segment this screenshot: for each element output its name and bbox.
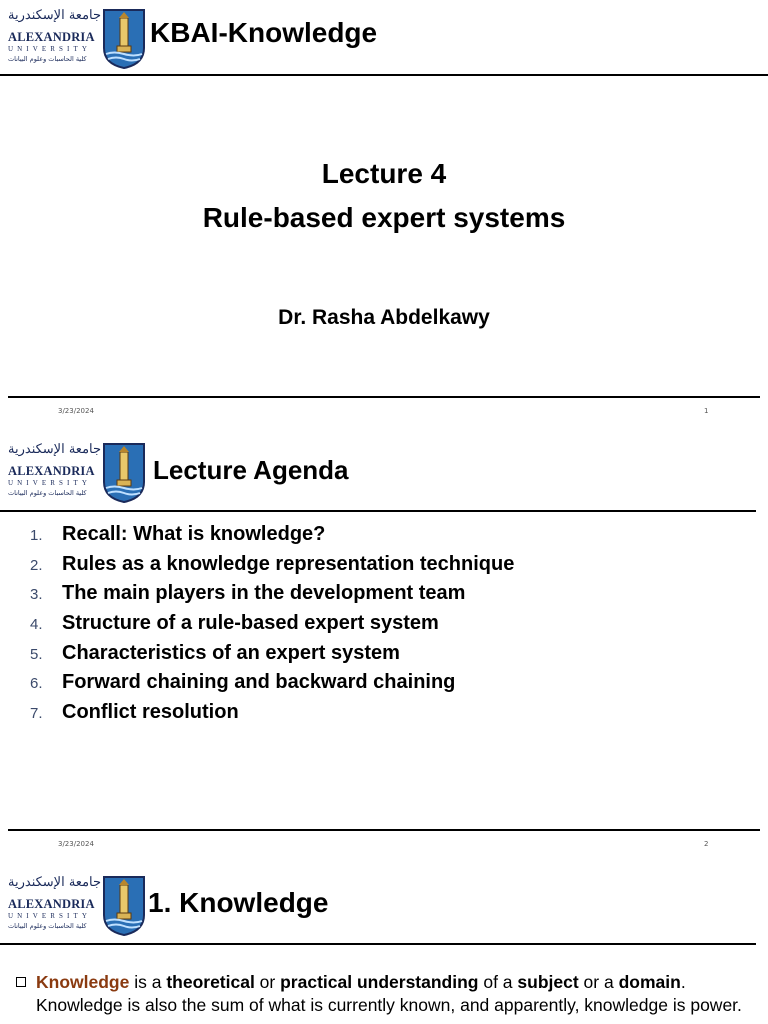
- lecture-topic: Rule-based expert systems: [202, 202, 566, 233]
- slide-1: [0, 0, 768, 433]
- header-divider: [0, 943, 756, 945]
- term-subject: subject: [517, 972, 579, 992]
- list-item: [30, 671, 514, 701]
- item-number: 3.: [30, 586, 43, 604]
- agenda-list: [30, 523, 514, 731]
- term-knowledge: Knowledge: [36, 972, 130, 992]
- lighthouse-shield-icon: [102, 875, 146, 937]
- slide-date: 3/23/2024: [58, 407, 94, 415]
- list-item: [30, 582, 514, 612]
- logo-faculty: كلية الحاسبات وعلوم البيانات: [8, 489, 87, 497]
- slide-2: [0, 433, 768, 867]
- slide-number: 2: [704, 840, 709, 848]
- lighthouse-shield-icon: [102, 442, 146, 504]
- slide-number: 1: [704, 407, 709, 415]
- knowledge-bullet: [16, 971, 756, 1017]
- item-text: Conflict resolution: [62, 701, 239, 724]
- list-item: [30, 642, 514, 672]
- item-text: The main players in the development team: [62, 582, 466, 605]
- logo-faculty: كلية الحاسبات وعلوم البيانات: [8, 55, 87, 63]
- list-item: [30, 553, 514, 583]
- university-logo: [6, 442, 142, 504]
- term-practical-understanding: practical understanding: [280, 972, 479, 992]
- slide-date: 3/23/2024: [58, 840, 94, 848]
- lighthouse-shield-icon: [102, 8, 146, 70]
- item-number: 1.: [30, 527, 43, 544]
- item-number: 5.: [30, 645, 43, 663]
- item-text: Recall: What is knowledge?: [62, 523, 326, 545]
- logo-name: ALEXANDRIA: [8, 30, 95, 44]
- logo-sub: UNIVERSITY: [8, 479, 91, 487]
- logo-faculty: كلية الحاسبات وعلوم البيانات: [8, 922, 87, 930]
- text-fragment: or a: [578, 972, 619, 992]
- list-item: [30, 701, 514, 731]
- footer-divider: [8, 396, 760, 398]
- term-theoretical: theoretical: [166, 972, 255, 992]
- list-item: [30, 612, 514, 642]
- header-divider: [0, 74, 768, 76]
- slide-title: 1. Knowledge: [148, 887, 329, 918]
- term-domain: domain: [618, 972, 681, 992]
- logo-arabic-name: جامعة الإسكندرية: [8, 875, 102, 890]
- text-fragment: or: [254, 972, 281, 992]
- logo-sub: UNIVERSITY: [8, 45, 91, 53]
- text-fragment: of a: [478, 972, 518, 992]
- lecture-number: Lecture 4: [321, 158, 447, 189]
- logo-sub: UNIVERSITY: [8, 912, 91, 920]
- footer-divider: [8, 829, 760, 831]
- item-text: Characteristics of an expert system: [62, 641, 400, 664]
- logo-arabic-name: جامعة الإسكندرية: [8, 442, 102, 457]
- header-divider: [0, 510, 756, 512]
- slide-3: [0, 867, 768, 1024]
- slide-title: Lecture Agenda: [153, 455, 349, 485]
- item-number: 6.: [30, 675, 43, 693]
- author-name: Dr. Rasha Abdelkawy: [278, 306, 490, 329]
- slide-title: KBAI-Knowledge: [150, 17, 378, 48]
- university-logo: [6, 8, 142, 70]
- logo-name: ALEXANDRIA: [8, 464, 95, 478]
- text-fragment: is a: [129, 972, 167, 992]
- university-logo: [6, 875, 142, 937]
- item-number: 4.: [30, 616, 43, 634]
- item-number: 2.: [30, 556, 43, 574]
- list-item: [30, 523, 514, 553]
- item-number: 7.: [30, 705, 43, 723]
- text-fragment: . Knowledge is also the sum of what is currently known, and apparently, knowledge is power.: [36, 972, 742, 1015]
- logo-arabic-name: جامعة الإسكندرية: [8, 8, 102, 23]
- logo-name: ALEXANDRIA: [8, 897, 95, 911]
- bullet-square-icon: [16, 977, 26, 987]
- item-text: Forward chaining and backward chaining: [62, 671, 456, 694]
- bullet-text: [36, 971, 756, 1017]
- item-text: Structure of a rule-based expert system: [62, 612, 439, 635]
- item-text: Rules as a knowledge representation technique: [62, 552, 515, 575]
